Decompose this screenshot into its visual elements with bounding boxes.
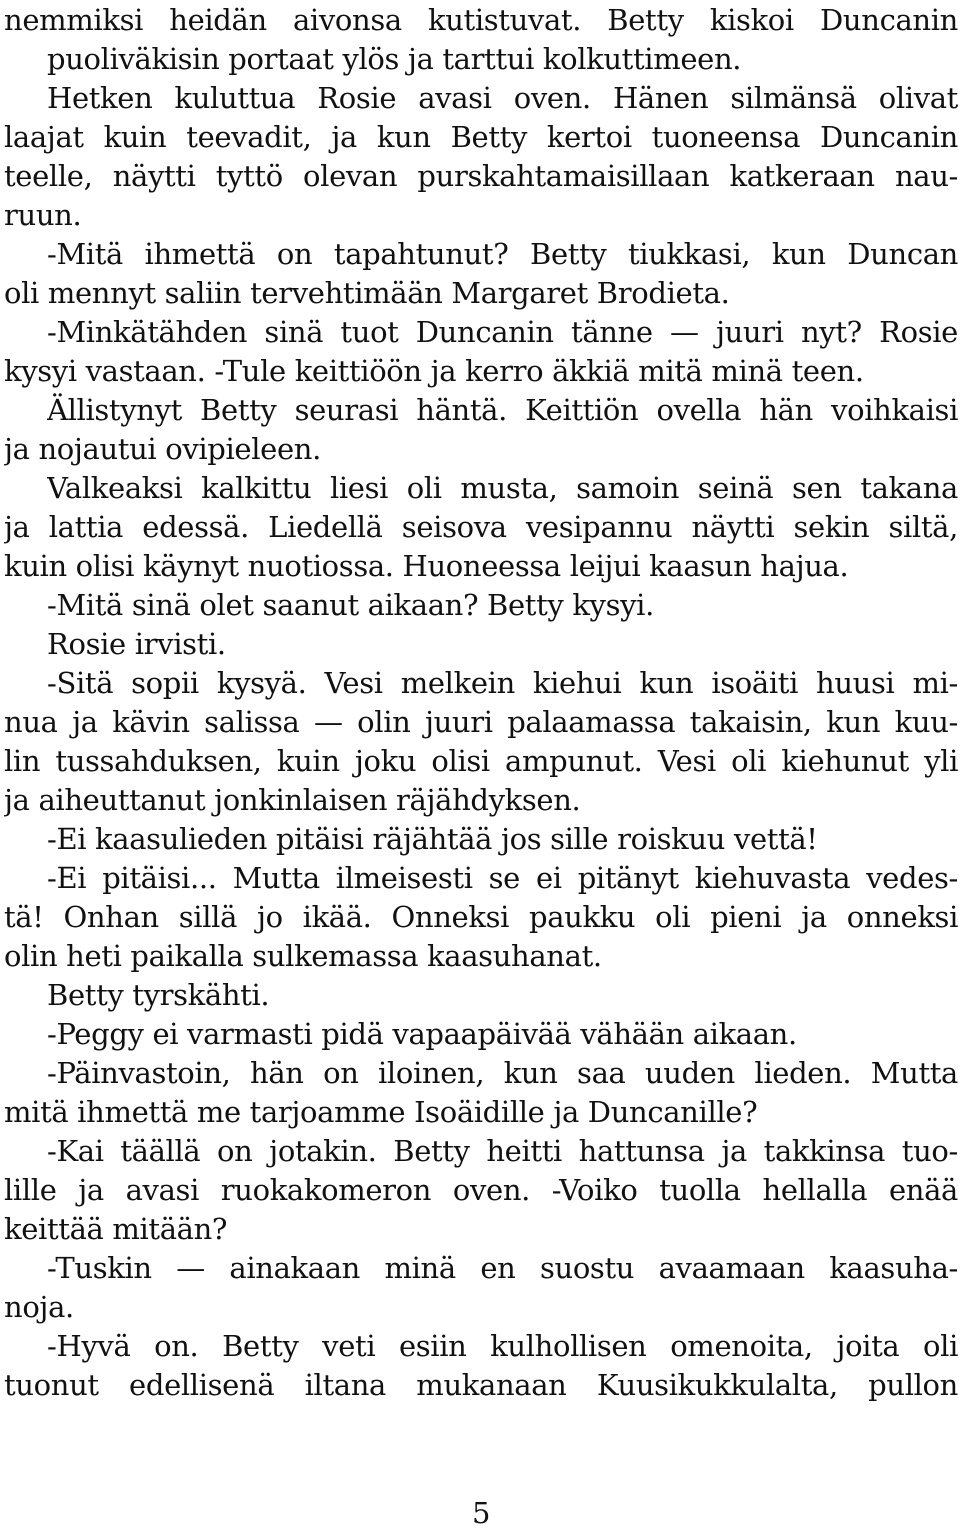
text-line: -Sitä sopii kysyä. Vesi melkein kiehui kun isoäiti huusi mi- <box>47 666 958 700</box>
text-line: tuonut edellisenä iltana mukanaan Kuusikukkulalta, pullon <box>4 1368 958 1402</box>
text-line: -Päinvastoin, hän on iloinen, kun saa uuden lieden. Mutta <box>47 1056 958 1090</box>
text-line: ja lattia edessä. Liedellä seisova vesipannu näytti sekin siltä, <box>4 510 958 544</box>
text-line: lin tussahduksen, kuin joku olisi ampunut. Vesi oli kiehunut yli <box>4 744 958 778</box>
text-line: teelle, näytti tyttö olevan purskahtamaisillaan katkeraan nau- <box>4 159 958 193</box>
text-line: -Mitä ihmettä on tapahtunut? Betty tiukkasi, kun Duncan <box>47 237 958 271</box>
text-line: -Ei kaasulieden pitäisi räjähtää jos sille roiskuu vettä! <box>47 822 818 856</box>
text-line: kysyi vastaan. -Tule keittiöön ja kerro äkkiä mitä minä teen. <box>4 354 864 388</box>
text-line: kuin olisi käynyt nuotiossa. Huoneessa leijui kaasun hajua. <box>4 549 849 583</box>
text-line: tä! Onhan sillä jo ikää. Onneksi paukku oli pieni ja onneksi <box>4 900 958 934</box>
book-page <box>4 0 958 1530</box>
text-line: nua ja kävin salissa — olin juuri palaamassa takaisin, kun kuu- <box>4 705 958 739</box>
text-line: laajat kuin teevadit, ja kun Betty kertoi tuoneensa Duncanin <box>4 120 958 154</box>
text-line: -Ei pitäisi... Mutta ilmeisesti se ei pitänyt kiehuvasta vedes- <box>47 861 958 895</box>
text-line: puoliväkisin portaat ylös ja tarttui kolkuttimeen. <box>47 42 742 76</box>
text-line: -Kai täällä on jotakin. Betty heitti hattunsa ja takkinsa tuo- <box>47 1134 958 1168</box>
text-line: ja nojautui ovipieleen. <box>4 432 321 466</box>
text-line: mitä ihmettä me tarjoamme Isoäidille ja Duncanille? <box>4 1095 758 1129</box>
text-line: nemmiksi heidän aivonsa kutistuvat. Betty kiskoi Duncanin <box>4 3 958 37</box>
text-line: ja aiheuttanut jonkinlaisen räjähdyksen. <box>4 783 581 817</box>
text-line: oli mennyt saliin tervehtimään Margaret Brodieta. <box>4 276 730 310</box>
text-line: -Peggy ei varmasti pidä vapaapäivää vähään aikaan. <box>47 1017 797 1051</box>
text-line: Hetken kuluttua Rosie avasi oven. Hänen silmänsä olivat <box>47 81 958 115</box>
text-line: -Minkätähden sinä tuot Duncanin tänne — juuri nyt? Rosie <box>47 315 958 349</box>
text-line: -Tuskin — ainakaan minä en suostu avaamaan kaasuha- <box>47 1251 958 1285</box>
text-line: ruun. <box>4 198 82 232</box>
text-line: Betty tyrskähti. <box>47 978 270 1012</box>
text-line: Rosie irvisti. <box>47 627 226 661</box>
text-line: Valkeaksi kalkittu liesi oli musta, samoin seinä sen takana <box>47 471 958 505</box>
page-number: 5 <box>471 1496 491 1530</box>
text-line: lille ja avasi ruokakomeron oven. -Voiko tuolla hellalla enää <box>4 1173 958 1207</box>
text-line: Ällistynyt Betty seurasi häntä. Keittiön ovella hän voihkaisi <box>47 393 958 427</box>
text-line: noja. <box>4 1290 74 1324</box>
text-line: -Hyvä on. Betty veti esiin kulhollisen omenoita, joita oli <box>47 1329 958 1363</box>
text-line: keittää mitään? <box>4 1212 228 1246</box>
text-line: olin heti paikalla sulkemassa kaasuhanat. <box>4 939 602 973</box>
text-line: -Mitä sinä olet saanut aikaan? Betty kysyi. <box>47 588 654 622</box>
